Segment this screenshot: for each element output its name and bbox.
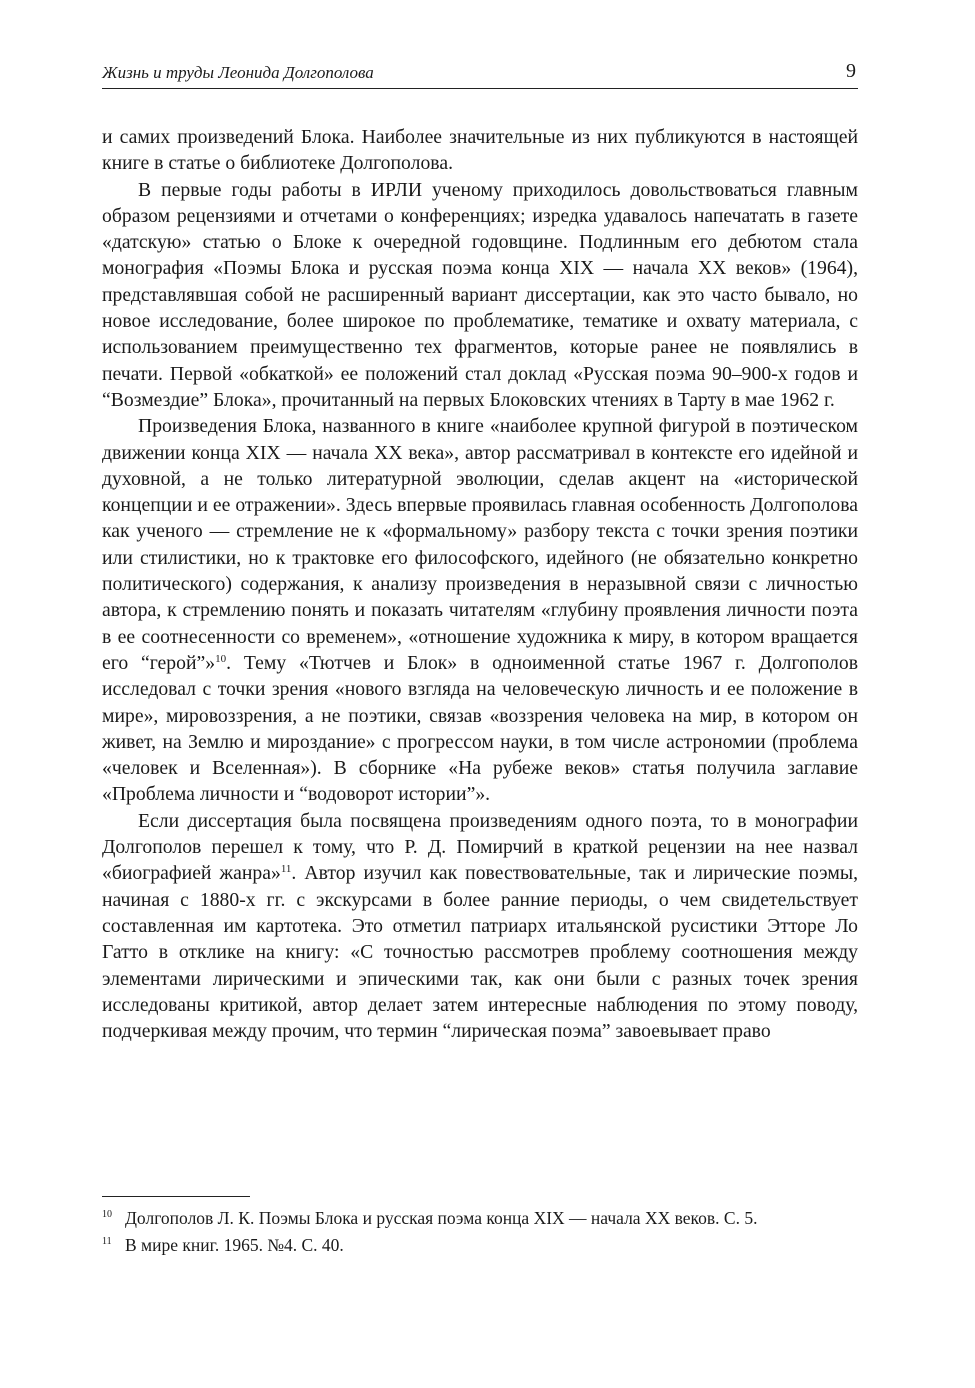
footnote-text: В мире книг. 1965. №4. С. 40. [125,1235,344,1255]
paragraph-text: . Автор изучил как повествовательные, так и лирические поэмы, начиная с 1880-х гг. с экскурсами в более ранние периоды, о чем свидетельствует составленная им картотека. Это отметил патриарх итальянской русистики Этторе Ло Гатто в отклике на книгу: «С точностью рассмотрев проблему соотношения между элементами лирическими и эпическими так, как они были с разных точек зрения исследованы критикой, автор делает затем интересные наблюдения по этому поводу, подчеркивая между прочим, что термин “лирическая поэма” завоевывает право [102,862,858,1043]
paragraph [102,808,858,1045]
footnotes [102,1206,858,1260]
paragraph: В первые годы работы в ИРЛИ ученому приходилось довольствоваться главным образом рецензиями и отчетами о конференциях; изредка удавалось напечатать в газете «датскую» статью о Блоке к очередной годовщине. Подлинным его дебютом стала монография «Поэмы Блока и русская поэма конца XIX — начала XX веков» (1964), представлявшая собой не расширенный вариант диссертации, как это часто бывало, но новое исследование, более широкое по проблематике, тематике и охвату материала, с использованием преимущественно тех фрагментов, которые ранее не появлялись в печати. Первой «обкаткой» ее положений стал доклад «Русская поэма 90–900-х годов и “Возмездие” Блока», прочитанный на первых Блоковских чтениях в Тарту в мае 1962 г. [102,178,858,411]
footnote-text: Долгополов Л. К. Поэмы Блока и русская поэма конца XIX — начала XX веков. С. 5. [125,1208,758,1228]
footnote [102,1233,858,1257]
page-number: 9 [846,60,856,82]
paragraph-text: Если диссертация была посвящена произведениям одного поэта, то в монографии Долгополов перешел к тому, что Р. Д. Помирчий в краткой рецензии на нее назвал «биографией жанра» [102,809,858,885]
footnote-mark: 11 [102,1236,112,1247]
footnote-reference[interactable]: 11 [280,863,292,876]
paragraph-text: Произведения Блока, названного в книге «наиболее крупной фигурой в поэтическом движении конца XIX — начала XX века», автор рассматривал в контексте его идейной и духовной, а не только литературной эволюции, сделав акцент на «исторической концепции и ее отражении». Здесь впервые проявилась главная особенность Долгополова как ученого — стремление не к «формальному» разбору текста с точки зрения поэтики или стилистики, но к трактовке его философского, идейного (не обязательно конкретно политического) содержания, к анализу произведения в неразывной связи с личностью автора, к стремлению понять и показать читателям «глубину проявления личности поэта в ее соотнесенности со временем», «отношение художника к миру, в котором вращается его “герой”» [102,415,858,674]
footnote-reference[interactable]: 10 [215,652,227,665]
running-header [102,58,858,89]
main-text [102,124,858,1044]
footnote-mark: 10 [102,1209,112,1220]
paragraph: и самих произведений Блока. Наиболее значительные из них публикуются в настоящей книге в статье о библиотеке Долгополова. [102,126,858,175]
running-title: Жизнь и труды Леонида Долгополова [102,63,374,82]
footnote [102,1206,858,1230]
paragraph-text: . Тему «Тютчев и Блок» в одноименной статье 1967 г. Долгополов исследовал с точки зрения «нового взгляда на человеческую личность и ее положение в мире», мировоззрения, а не поэтики, связав «воззрения человека на мир, в котором он живет, на Землю и мироздание» с прогрессом науки, в том числе астрономии (проблема «человек и Вселенная»). В сборнике «На рубеже веков» статья получила заглавие «Проблема личности и “водоворот истории”». [102,651,859,806]
paragraph [102,413,858,807]
footnote-divider [102,1196,250,1197]
